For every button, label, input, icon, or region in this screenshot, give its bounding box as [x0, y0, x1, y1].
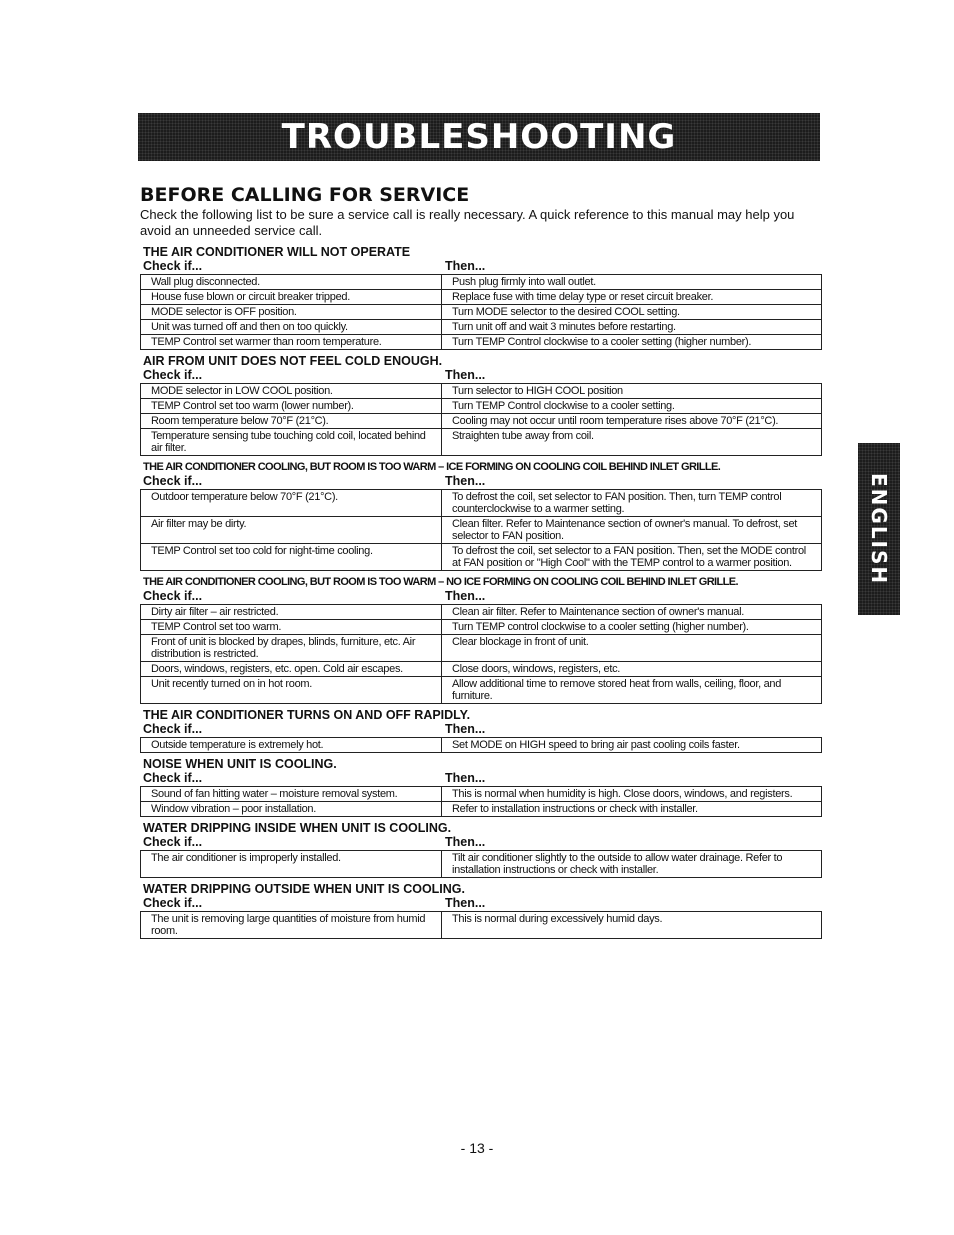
page-heading: BEFORE CALLING FOR SERVICE — [140, 184, 470, 206]
section-title: THE AIR CONDITIONER TURNS ON AND OFF RAPIDLY. — [143, 708, 471, 722]
check-if-header: Check if... — [143, 896, 203, 910]
troubleshooting-table — [140, 489, 822, 571]
then-cell: Straighten tube away from coil. — [442, 429, 822, 456]
column-headers — [140, 896, 822, 910]
then-cell: Turn TEMP Control clockwise to a cooler setting (higher number). — [442, 335, 822, 350]
then-header: Then... — [445, 835, 486, 849]
then-cell: Turn selector to HIGH COOL position — [442, 384, 822, 399]
check-cell: Outdoor temperature below 70°F (21°C). — [141, 490, 442, 517]
table-row — [141, 399, 822, 414]
table-row — [141, 335, 822, 350]
then-cell: Clean filter. Refer to Maintenance section of owner's manual. To defrost, set selector to FAN position. — [442, 517, 822, 544]
check-cell: MODE selector in LOW COOL position. — [141, 384, 442, 399]
then-cell: To defrost the coil, set selector to FAN position. Then, turn TEMP control counterclockwise to a warmer setting. — [442, 490, 822, 517]
column-headers — [140, 835, 822, 849]
section-title: THE AIR CONDITIONER COOLING, BUT ROOM IS TOO WARM – NO ICE FORMING ON COOLING COIL BEHIND INLET GRILLE. — [143, 576, 738, 588]
table-row — [141, 802, 822, 817]
check-cell: MODE selector is OFF position. — [141, 305, 442, 320]
table-row — [141, 635, 822, 662]
section-title: THE AIR CONDITIONER WILL NOT OPERATE — [143, 245, 411, 259]
then-cell: Turn unit off and wait 3 minutes before restarting. — [442, 320, 822, 335]
troubleshooting-section — [140, 821, 822, 878]
check-cell: Wall plug disconnected. — [141, 275, 442, 290]
then-header: Then... — [445, 259, 486, 273]
table-row — [141, 544, 822, 571]
then-header: Then... — [445, 722, 486, 736]
then-cell: Allow additional time to remove stored heat from walls, ceiling, floor, and furniture. — [442, 677, 822, 704]
column-headers — [140, 722, 822, 736]
title-banner — [138, 113, 820, 161]
table-row — [141, 738, 822, 753]
then-cell: Turn TEMP control clockwise to a cooler setting (higher number). — [442, 620, 822, 635]
then-cell: Replace fuse with time delay type or reset circuit breaker. — [442, 290, 822, 305]
table-row — [141, 851, 822, 878]
then-cell: This is normal during excessively humid days. — [442, 912, 822, 939]
table-row — [141, 787, 822, 802]
section-title: NOISE WHEN UNIT IS COOLING. — [143, 757, 337, 771]
troubleshooting-sections — [140, 245, 822, 939]
section-title: THE AIR CONDITIONER COOLING, BUT ROOM IS TOO WARM – ICE FORMING ON COOLING COIL BEHIND INLET GRILLE. — [143, 461, 721, 473]
then-header: Then... — [445, 368, 486, 382]
then-cell: Push plug firmly into wall outlet. — [442, 275, 822, 290]
then-header: Then... — [445, 896, 486, 910]
troubleshooting-table — [140, 383, 822, 456]
troubleshooting-table — [140, 850, 822, 878]
troubleshooting-section — [140, 354, 822, 456]
then-cell: Turn MODE selector to the desired COOL setting. — [442, 305, 822, 320]
check-if-header: Check if... — [143, 722, 203, 736]
section-title: WATER DRIPPING OUTSIDE WHEN UNIT IS COOLING. — [143, 882, 465, 896]
then-cell: Clear blockage in front of unit. — [442, 635, 822, 662]
table-row — [141, 620, 822, 635]
check-cell: TEMP Control set too cold for night-time cooling. — [141, 544, 442, 571]
check-cell: House fuse blown or circuit breaker tripped. — [141, 290, 442, 305]
check-cell: TEMP Control set too warm. — [141, 620, 442, 635]
table-row — [141, 429, 822, 456]
check-cell: Temperature sensing tube touching cold coil, located behind air filter. — [141, 429, 442, 456]
check-cell: TEMP Control set warmer than room temperature. — [141, 335, 442, 350]
check-cell: Window vibration – poor installation. — [141, 802, 442, 817]
check-cell: Air filter may be dirty. — [141, 517, 442, 544]
then-cell: This is normal when humidity is high. Close doors, windows, and registers. — [442, 787, 822, 802]
troubleshooting-section — [140, 245, 822, 350]
language-side-tab — [858, 443, 900, 615]
then-cell: Close doors, windows, registers, etc. — [442, 662, 822, 677]
check-cell: Unit recently turned on in hot room. — [141, 677, 442, 704]
table-row — [141, 662, 822, 677]
troubleshooting-table — [140, 604, 822, 704]
check-cell: Room temperature below 70°F (21°C). — [141, 414, 442, 429]
section-title: AIR FROM UNIT DOES NOT FEEL COLD ENOUGH. — [143, 354, 443, 368]
check-if-header: Check if... — [143, 368, 203, 382]
then-cell: To defrost the coil, set selector to a FAN position. Then, set the MODE control at FAN position or "High Cool" with the TEMP control to a warmer position. — [442, 544, 822, 571]
intro-text: Check the following list to be sure a service call is really necessary. A quick reference to this manual may help you avoid an unneeded service call. — [140, 207, 795, 238]
page-number: - 13 - — [460, 1140, 494, 1156]
troubleshooting-table — [140, 911, 822, 939]
table-row — [141, 290, 822, 305]
then-cell: Refer to installation instructions or check with installer. — [442, 802, 822, 817]
check-cell: TEMP Control set too warm (lower number). — [141, 399, 442, 414]
check-cell: Dirty air filter – air restricted. — [141, 605, 442, 620]
troubleshooting-table — [140, 737, 822, 753]
table-row — [141, 605, 822, 620]
troubleshooting-section — [140, 757, 822, 817]
check-cell: Doors, windows, registers, etc. open. Cold air escapes. — [141, 662, 442, 677]
troubleshooting-section — [140, 708, 822, 753]
section-title: WATER DRIPPING INSIDE WHEN UNIT IS COOLING. — [143, 821, 452, 835]
then-cell: Tilt air conditioner slightly to the outside to allow water drainage. Refer to installation instructions or check with installer. — [442, 851, 822, 878]
table-row — [141, 320, 822, 335]
check-cell: The air conditioner is improperly installed. — [141, 851, 442, 878]
troubleshooting-section — [140, 575, 822, 704]
troubleshooting-section — [140, 460, 822, 571]
check-if-header: Check if... — [143, 835, 203, 849]
table-row — [141, 677, 822, 704]
then-header: Then... — [445, 474, 486, 488]
main-content — [140, 183, 822, 939]
column-headers — [140, 474, 822, 488]
banner-title: TROUBLESHOOTING — [281, 117, 677, 157]
check-cell: Outside temperature is extremely hot. — [141, 738, 442, 753]
then-cell: Cooling may not occur until room temperature rises above 70°F (21°C). — [442, 414, 822, 429]
check-cell: Unit was turned off and then on too quickly. — [141, 320, 442, 335]
troubleshooting-table — [140, 786, 822, 817]
then-cell: Turn TEMP Control clockwise to a cooler setting. — [442, 399, 822, 414]
table-row — [141, 275, 822, 290]
column-headers — [140, 771, 822, 785]
table-row — [141, 517, 822, 544]
table-row — [141, 414, 822, 429]
column-headers — [140, 259, 822, 273]
table-row — [141, 305, 822, 320]
table-row — [141, 490, 822, 517]
side-tab-label: ENGLISH — [867, 472, 891, 586]
then-cell: Clean air filter. Refer to Maintenance section of owner's manual. — [442, 605, 822, 620]
then-header: Then... — [445, 589, 486, 603]
column-headers — [140, 589, 822, 603]
troubleshooting-section — [140, 882, 822, 939]
check-if-header: Check if... — [143, 771, 203, 785]
troubleshooting-table — [140, 274, 822, 350]
table-row — [141, 384, 822, 399]
check-if-header: Check if... — [143, 474, 203, 488]
then-header: Then... — [445, 771, 486, 785]
column-headers — [140, 368, 822, 382]
table-row — [141, 912, 822, 939]
check-cell: Sound of fan hitting water – moisture removal system. — [141, 787, 442, 802]
check-if-header: Check if... — [143, 259, 203, 273]
check-cell: Front of unit is blocked by drapes, blinds, furniture, etc. Air distribution is restricted. — [141, 635, 442, 662]
then-cell: Set MODE on HIGH speed to bring air past cooling coils faster. — [442, 738, 822, 753]
check-if-header: Check if... — [143, 589, 203, 603]
check-cell: The unit is removing large quantities of moisture from humid room. — [141, 912, 442, 939]
